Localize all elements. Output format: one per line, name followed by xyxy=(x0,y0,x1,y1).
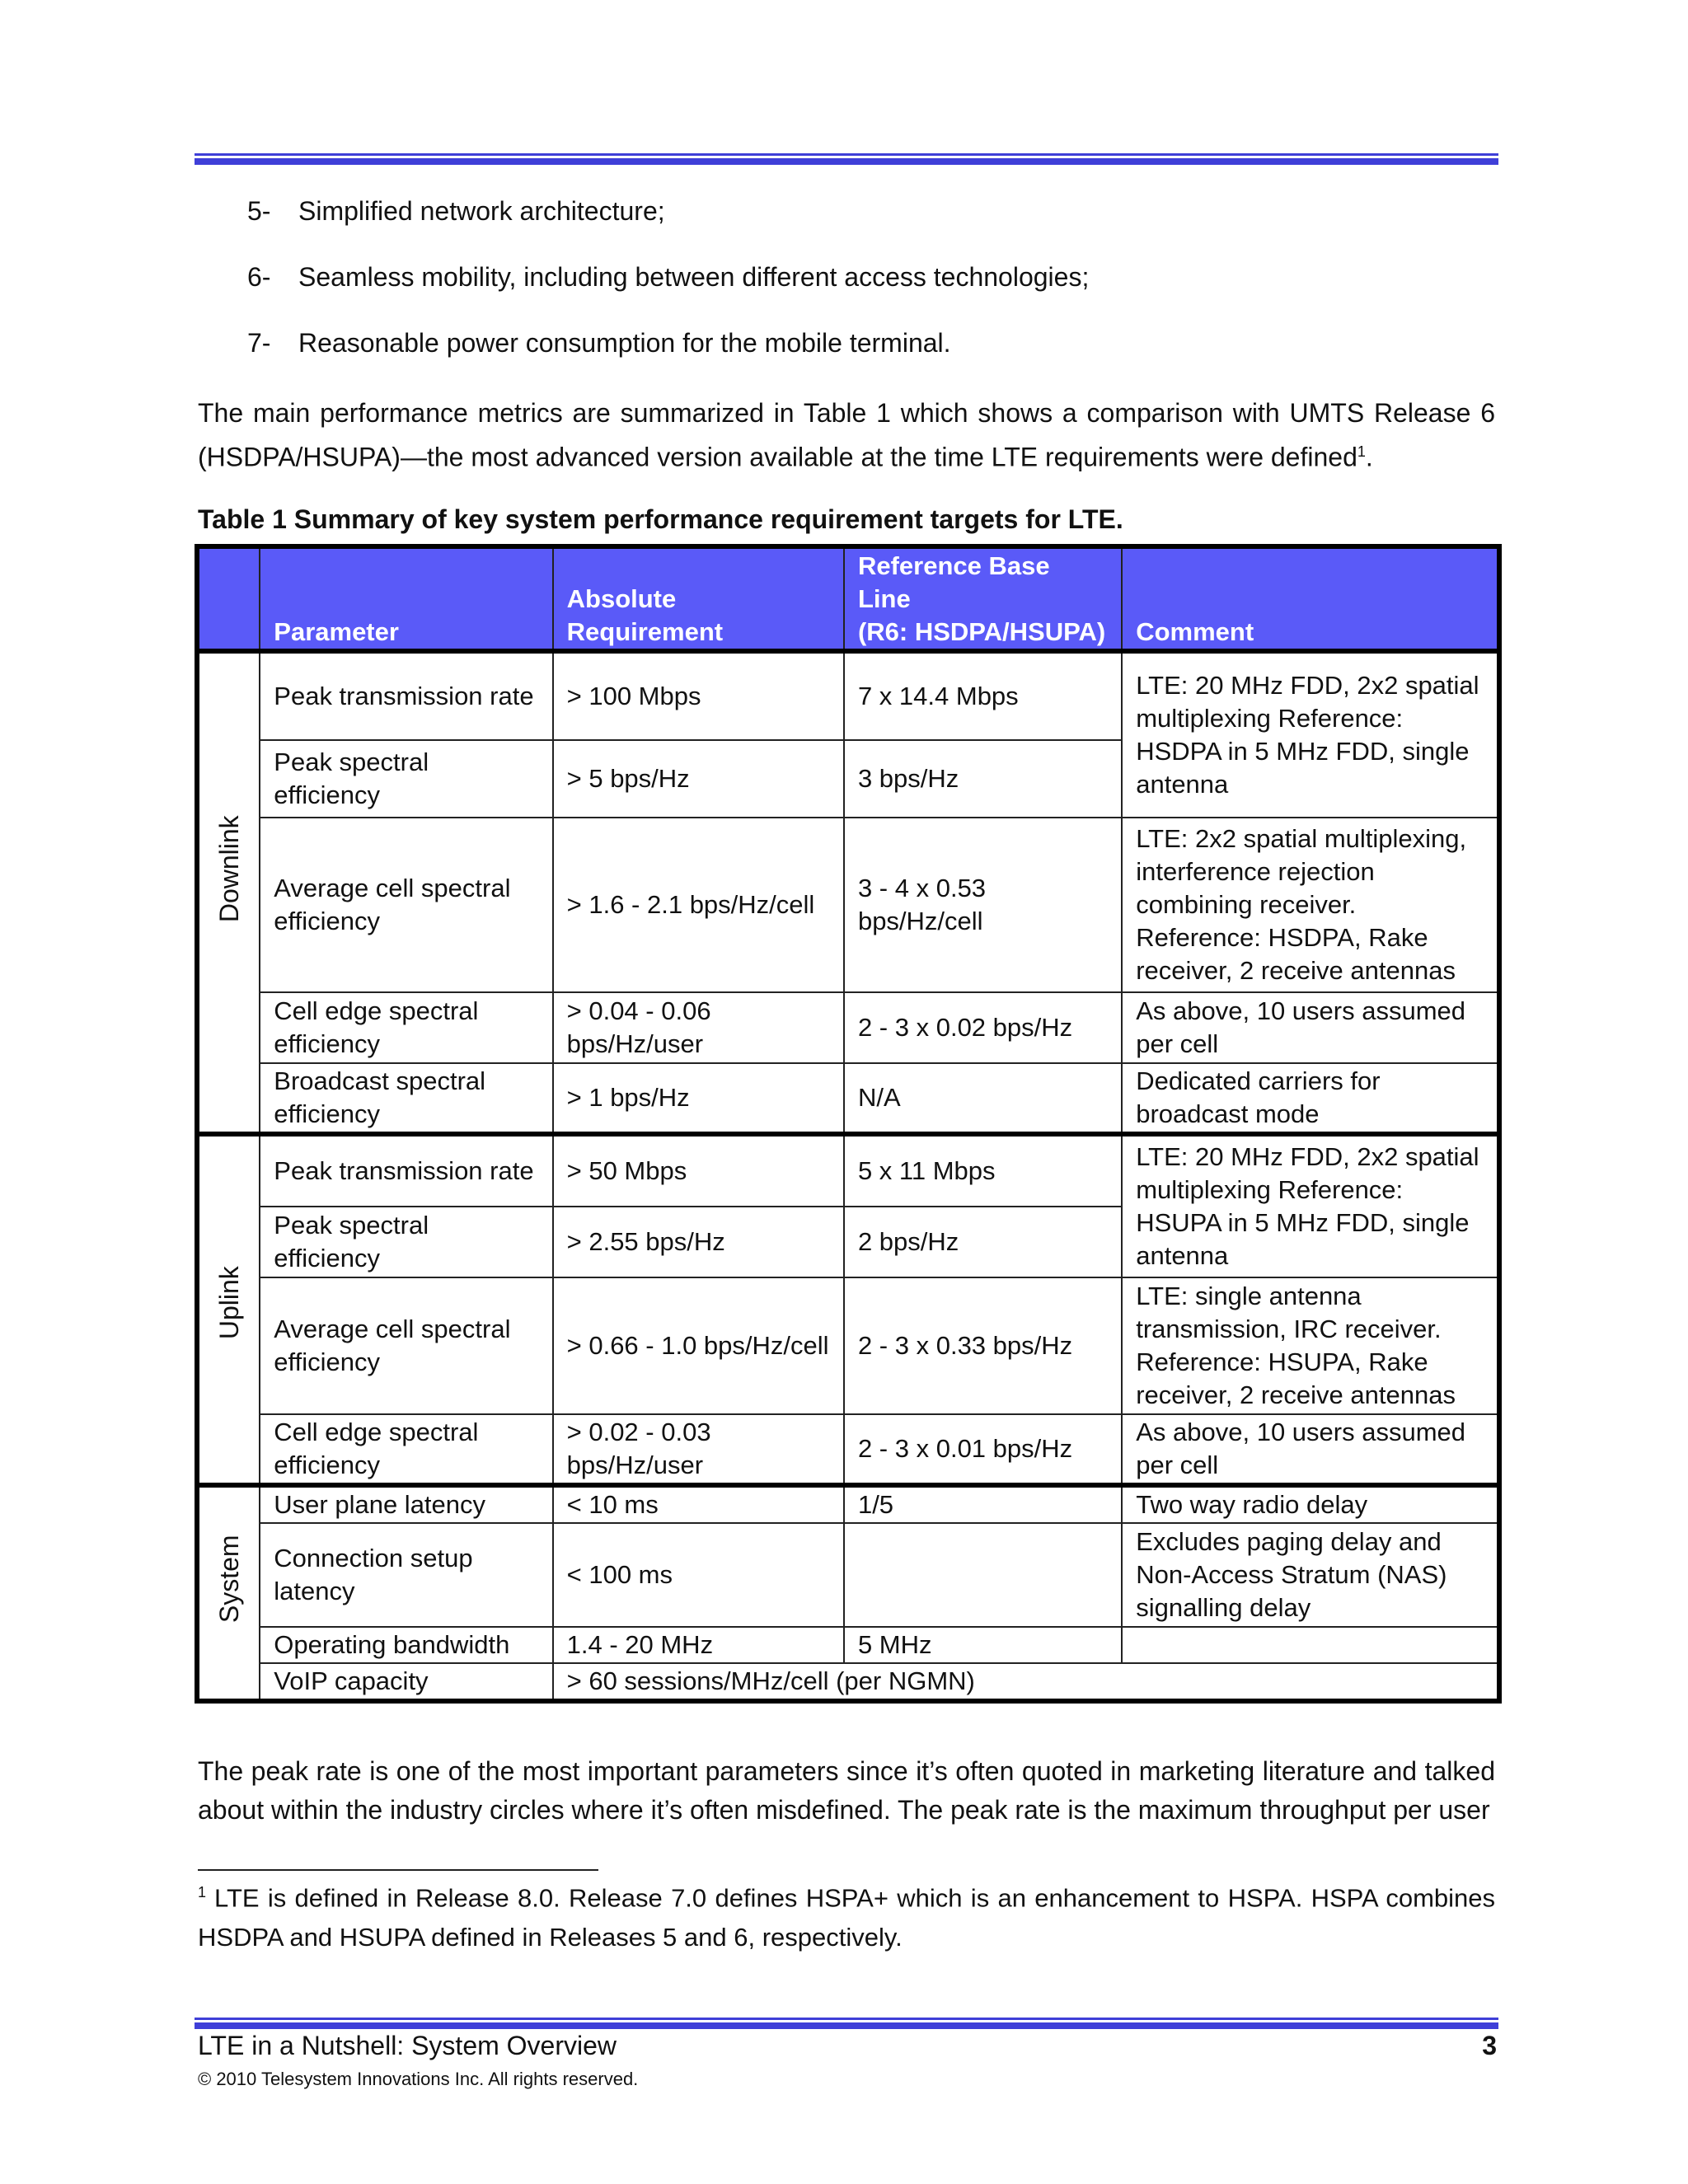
table-row: Uplink Peak transmission rate > 50 Mbps 5 x 11 Mbps LTE: 20 MHz FDD, 2x2 spatial multiplexing Reference: HSUPA in 5 MHz FDD, single antenna xyxy=(197,1134,1499,1207)
group-label-uplink: Uplink xyxy=(197,1134,260,1485)
group-label-downlink: Downlink xyxy=(197,651,260,1134)
table-caption: Table 1 Summary of key system performance requirement targets for LTE. xyxy=(198,504,1123,534)
table-row: VoIP capacity > 60 sessions/MHz/cell (per NGMN) xyxy=(197,1663,1499,1701)
table-row: Average cell spectral efficiency > 0.66 - 1.0 bps/Hz/cell 2 - 3 x 0.33 bps/Hz LTE: single antenna transmission, IRC receiver. Reference: HSUPA, Rake receiver, 2 receive antennas xyxy=(197,1277,1499,1414)
table-row: Connection setup latency < 100 ms Excludes paging delay and Non-Access Stratum (NAS) signalling delay xyxy=(197,1523,1499,1627)
footnote: $^1$ LTE is defined in Release 8.0. Release 7.0 defines HSPA+ which is an enhancement to HSPA. HSPA combines HSDPA and HSUPA defined in Releases 5 and 6, respectively. xyxy=(198,1883,1495,1952)
header-reference-base-line: Reference Base Line (R6: HSDPA/HSUPA) xyxy=(844,546,1122,651)
table-row: Peak spectral efficiency > 2.55 bps/Hz 2 bps/Hz xyxy=(197,1207,1499,1277)
table-row: Operating bandwidth 1.4 - 20 MHz 5 MHz xyxy=(197,1627,1499,1663)
list-item: 7- Reasonable power consumption for the mobile terminal. xyxy=(247,328,951,358)
requirements-list xyxy=(247,196,1484,394)
body-paragraph: The peak rate is one of the most important parameters since it’s often quoted in marketing literature and talked about within the industry circles where it’s often misdefined. The peak rate is the maximum throughput per user xyxy=(198,1756,1495,1825)
group-label-system: System xyxy=(197,1485,260,1701)
performance-table xyxy=(195,544,1502,1704)
page-number: 3 xyxy=(1482,2031,1497,2060)
header-rule xyxy=(195,153,1498,165)
header-absolute-requirement: Absolute Requirement xyxy=(553,546,844,651)
footnote-reference[interactable]: 1 xyxy=(1357,443,1366,460)
list-item: 6- Seamless mobility, including between different access technologies; xyxy=(247,262,1090,292)
footnote-separator xyxy=(198,1869,598,1871)
table-row: System User plane latency < 10 ms 1/5 Two way radio delay xyxy=(197,1485,1499,1523)
intro-paragraph: The main performance metrics are summarized in Table 1 which shows a comparison with UMTS Release 6 (HSDPA/HSUPA)—the most advanced version available at the time LTE requirements were defined$^1$. xyxy=(198,398,1495,472)
table-row: Downlink Peak transmission rate > 100 Mbps 7 x 14.4 Mbps LTE: 20 MHz FDD, 2x2 spatial multiplexing Reference: HSDPA in 5 MHz FDD, single antenna xyxy=(197,651,1499,740)
table-row: Cell edge spectral efficiency > 0.04 - 0.06 bps/Hz/user 2 - 3 x 0.02 bps/Hz As above, 10 users assumed per cell xyxy=(197,992,1499,1063)
table-row: Cell edge spectral efficiency > 0.02 - 0.03 bps/Hz/user 2 - 3 x 0.01 bps/Hz As above, 10 users assumed per cell xyxy=(197,1414,1499,1485)
table-row: Peak spectral efficiency > 5 bps/Hz 3 bps/Hz xyxy=(197,740,1499,818)
header-corner xyxy=(197,546,260,651)
header-comment: Comment xyxy=(1122,546,1499,651)
header-parameter: Parameter xyxy=(260,546,552,651)
footer-rule xyxy=(195,2018,1498,2029)
footer-title: LTE in a Nutshell: System Overview xyxy=(198,2031,617,2060)
list-item: 5- Simplified network architecture; xyxy=(247,196,665,226)
table-row: Average cell spectral efficiency > 1.6 - 2.1 bps/Hz/cell 3 - 4 x 0.53 bps/Hz/cell LTE: 2x2 spatial multiplexing, interference rejection combining receiver. Reference: HSDPA, Rake receiver, 2 receive antennas xyxy=(197,818,1499,992)
table-row: Broadcast spectral efficiency > 1 bps/Hz N/A Dedicated carriers for broadcast mode xyxy=(197,1063,1499,1134)
copyright: © 2010 Telesystem Innovations Inc. All rights reserved. xyxy=(198,2069,639,2089)
